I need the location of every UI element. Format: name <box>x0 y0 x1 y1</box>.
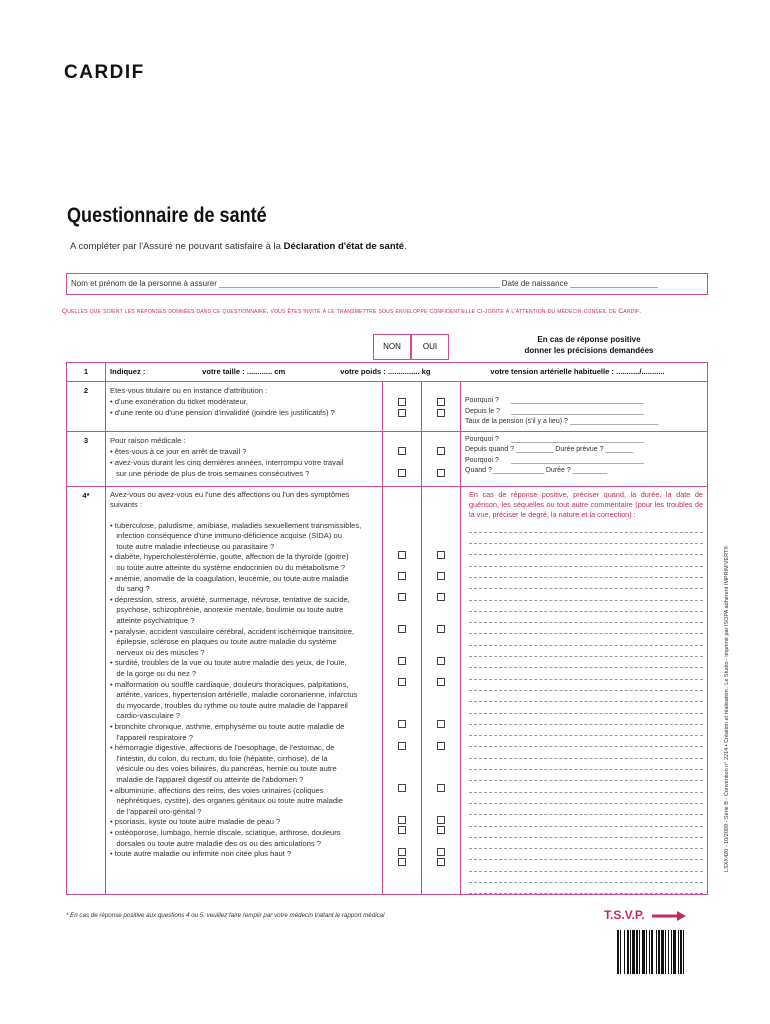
questionnaire-table <box>66 362 708 895</box>
checkbox-non[interactable] <box>398 551 406 559</box>
footnote: * En cas de réponse positive aux questions 4 ou 5, veuillez faire remplir par votre médecin traitant le rapport médical <box>66 912 385 919</box>
subtitle: A compléter par l'Assuré ne pouvant satisfaire à la Déclaration d'état de santé. <box>70 241 407 252</box>
checkbox-oui[interactable] <box>437 720 445 728</box>
checkbox-oui[interactable] <box>437 398 445 406</box>
checkbox-non[interactable] <box>398 858 406 866</box>
details-line-field[interactable] <box>469 578 703 589</box>
question-number: 4* <box>67 486 106 895</box>
details-line-field[interactable] <box>469 612 703 623</box>
checkbox-oui[interactable] <box>437 447 445 455</box>
question-number: 2 <box>67 382 106 432</box>
checkbox-non[interactable] <box>398 469 406 477</box>
checkbox-non[interactable] <box>398 784 406 792</box>
subtitle-text: A compléter par l'Assuré ne pouvant satisfaire à la <box>70 241 281 252</box>
question-line: • surdité, troubles de la vue ou toute autre maladie des yeux, de l'ouïe, <box>110 658 347 668</box>
barcode-bar <box>668 930 669 974</box>
indiquez-label: Indiquez : <box>110 367 146 376</box>
barcode-bar <box>642 930 645 974</box>
question-4-instructions: En cas de réponse positive, préciser quand, la durée, la date de guérison, les séquelles ou tout autre commentaire (pour les troubles de la vue, préciser le degré, la nature et la correction) : <box>469 489 703 519</box>
question-line: cardio-vasculaire ? <box>110 711 181 721</box>
question-line: • anémie, anomalie de la coagulation, leucémie, ou toute autre maladie <box>110 573 349 583</box>
checkbox-oui[interactable] <box>437 826 445 834</box>
question-4-row <box>67 486 708 895</box>
details-line-field[interactable] <box>469 872 703 883</box>
details-line-field[interactable] <box>469 849 703 860</box>
question-line: Pour raison médicale : <box>110 435 186 445</box>
print-credits: LSXX420 - 10/2009 - Série B - Convention n° 2214 • Création et réalisation : Le Studio - imprimé par ISOPA adhérent IMPRIM'VERT® <box>724 545 730 872</box>
question-line: toute autre maladie infectieuse ou parasitaire ? <box>110 541 275 551</box>
barcode-bar <box>665 930 666 974</box>
q4-list <box>110 521 378 860</box>
non-column <box>383 382 422 432</box>
barcode-bar <box>673 930 676 974</box>
cardif-logo: CARDIF <box>64 62 145 83</box>
checkbox-oui[interactable] <box>437 816 445 824</box>
question-line: • ostéoporose, lumbago, hernie discale, sciatique, arthrose, douleurs <box>110 827 341 837</box>
details-field[interactable]: _______________________________________ <box>511 435 644 443</box>
oui-column <box>422 431 461 486</box>
question-line: • hémorragie digestive, affections de l'oesophage, de l'estomac, de <box>110 743 335 753</box>
question-3-row <box>67 431 708 486</box>
question-line: atteinte psychiatrique ? <box>110 616 195 626</box>
details-line-field[interactable] <box>469 657 703 668</box>
question-line: • d'une exonération du ticket modérateur, <box>110 397 248 406</box>
barcode-bar <box>671 930 672 974</box>
question-line: psychose, schizophrénie, anorexie mentale, boulimie ou toute autre <box>110 605 344 615</box>
question-line: sur une période de plus de trois semaines consécutives ? <box>116 468 310 478</box>
checkbox-non[interactable] <box>398 593 406 601</box>
checkbox-oui[interactable] <box>437 409 445 417</box>
question-line: Etes-vous titulaire ou en instance d'attribution : <box>110 386 268 395</box>
birth-label: Date de naissance <box>501 279 568 288</box>
details-line-field[interactable] <box>469 860 703 871</box>
question-line: • tuberculose, paludisme, amibiase, maladies sexuellement transmissibles, <box>110 520 362 530</box>
question-number: 3 <box>67 431 106 486</box>
barcode-bar <box>646 930 647 974</box>
checkbox-non[interactable] <box>398 398 406 406</box>
barcode-bar <box>651 930 653 974</box>
question-line: vésicule ou des voies biliaires, du pancréas, hernie ou toute autre <box>110 764 337 774</box>
question-line: suivants : <box>110 500 143 510</box>
question-line: du sang ? <box>110 584 150 594</box>
question-line: • dépression, stress, anxiété, surmenage, névrose, tentative de suicide, <box>110 594 350 604</box>
question-line: dorsales ou toute autre maladie des os ou des articulations ? <box>110 838 322 848</box>
question-3 <box>106 431 383 486</box>
details-line-field[interactable] <box>469 770 703 781</box>
question-line: • d'une rente ou d'une pension d'invalidité (joindre les justificatifs) ? <box>110 408 335 417</box>
confidential-notice: Quelles que soient les réponses données dans ce questionnaire, vous êtes invité à le transmettre sous enveloppe confidentielle ci-jointe à l'attention du médecin conseil de Cardif. <box>62 308 642 315</box>
barcode-bar <box>661 930 664 974</box>
checkbox-non[interactable] <box>398 678 406 686</box>
barcode-bar <box>649 930 650 974</box>
details-line-field[interactable] <box>469 555 703 566</box>
checkbox-oui[interactable] <box>437 784 445 792</box>
details-field[interactable]: _______________________________________ <box>511 397 644 404</box>
checkbox-non[interactable] <box>398 816 406 824</box>
question-line: de l'appareil uro-génital ? <box>110 806 202 816</box>
details-field[interactable]: _______________________________________ <box>511 456 644 464</box>
details-field[interactable]: __________ <box>572 467 607 474</box>
subtitle-bold: Déclaration d'état de santé <box>283 241 405 252</box>
checkbox-non[interactable] <box>398 409 406 417</box>
details-line-field[interactable] <box>469 725 703 736</box>
details-line-field[interactable] <box>469 838 703 849</box>
checkbox-non[interactable] <box>398 447 406 455</box>
question-line: épilepsie, sclérose en plaques ou toute autre maladie du système <box>110 637 337 647</box>
details-line-field[interactable] <box>469 804 703 815</box>
tsvp-label <box>604 908 686 922</box>
page-title: Questionnaire de santé <box>67 204 267 227</box>
barcode-bar <box>678 930 679 974</box>
details-line-field[interactable] <box>469 623 703 634</box>
question-number: 1 <box>67 363 106 382</box>
non-column <box>383 431 422 486</box>
question-line: • êtes-vous à ce jour en arrêt de travail ? <box>110 446 247 456</box>
question-line: • albuminurie, affections des reins, des voies urinaires (coliques <box>110 785 324 795</box>
details-line-field[interactable] <box>469 567 703 578</box>
question-3-details: Pourquoi ? _______________________________________ Depuis quand ? ___________ Durée prévue ? ________ Pourquoi ? _______________________________________ Quand ?_______________ Durée ? __________ <box>461 431 708 486</box>
details-field[interactable]: ________ <box>605 446 633 453</box>
checkbox-non[interactable] <box>398 848 406 856</box>
question-line: • avez-vous durant les cinq dernières années, interrompu votre travail <box>110 457 344 467</box>
barcode-bar <box>656 930 657 974</box>
question-2 <box>106 382 383 432</box>
header-details-line2: donner les précisions demandées <box>524 346 654 355</box>
details-line-field[interactable] <box>469 736 703 747</box>
details-line-field[interactable] <box>469 827 703 838</box>
tsvp-text: T.S.V.P. <box>604 908 645 922</box>
checkbox-non[interactable] <box>398 572 406 580</box>
question-line: néphrétiques, cystite), des organes génitaux ou toute autre maladie <box>110 796 344 806</box>
barcode-bar <box>620 930 621 974</box>
details-line-field[interactable] <box>469 533 703 544</box>
details-line-field[interactable] <box>469 680 703 691</box>
checkbox-oui[interactable] <box>437 678 445 686</box>
barcode-bar <box>630 930 631 974</box>
checkbox-oui[interactable] <box>437 625 445 633</box>
barcode-bar <box>636 930 638 974</box>
question-line: maladie de l'appareil digestif ou atteinte de l'abdomen ? <box>110 774 304 784</box>
height-field[interactable]: votre taille : ............ cm <box>202 367 286 376</box>
question-line: ou toute autre atteinte du système endocrinien ou du métabolisme ? <box>110 563 346 573</box>
checkbox-non[interactable] <box>398 657 406 665</box>
details-line-field[interactable] <box>469 522 703 533</box>
barcode-bar <box>683 930 684 974</box>
header-details-line1: En cas de réponse positive <box>537 335 641 344</box>
question-1 <box>106 363 708 382</box>
barcode-bar <box>680 930 682 974</box>
barcode-bar <box>632 930 635 974</box>
checkbox-oui[interactable] <box>437 657 445 665</box>
question-line: • psoriasis, kyste ou toute autre maladie de peau ? <box>110 817 281 827</box>
details-line-field[interactable] <box>469 793 703 804</box>
question-line: • toute autre maladie ou infirmité non citée plus haut ? <box>110 849 292 859</box>
question-line: Avez-vous ou avez-vous eu l'une des affections ou l'un des symptômes <box>110 489 350 499</box>
details-line-field[interactable] <box>469 883 703 894</box>
question-1-row <box>67 363 708 382</box>
name-label: Nom et prénom de la personne à assurer <box>71 279 217 288</box>
checkbox-oui[interactable] <box>437 551 445 559</box>
question-line: de la gorge ou du nez ? <box>110 669 197 678</box>
question-4 <box>106 486 383 895</box>
details-line-field[interactable] <box>469 646 703 657</box>
checkbox-non[interactable] <box>398 742 406 750</box>
question-line: • paralysie, accident vasculaire cérébral, accident ischémique transitoire, <box>110 626 355 636</box>
details-line-field[interactable] <box>469 589 703 600</box>
checkbox-oui[interactable] <box>437 742 445 750</box>
barcode-bar <box>617 930 619 974</box>
details-line-field[interactable] <box>469 747 703 758</box>
oui-column <box>422 382 461 432</box>
details-line-field[interactable] <box>469 714 703 725</box>
header-non: NON <box>373 334 411 360</box>
barcode-bar <box>658 930 660 974</box>
header-oui: OUI <box>411 334 449 360</box>
barcode-bar <box>624 930 625 974</box>
identity-box <box>66 273 708 295</box>
details-line-field[interactable] <box>469 702 703 713</box>
arrow-right-icon <box>652 911 686 921</box>
checkbox-oui[interactable] <box>437 593 445 601</box>
question-line: • malformation ou souffle cardiaque, douleurs thoraciques, palpitations, <box>110 679 349 689</box>
details-line-field[interactable] <box>469 601 703 612</box>
weight-field[interactable]: votre poids : ............... kg <box>340 367 431 376</box>
barcode <box>617 930 705 974</box>
question-line: • bronchite chronique, asthme, emphysème ou toute autre maladie de <box>110 721 345 731</box>
question-2-details: Pourquoi ? _______________________________________ Depuis le ? _______________________________________ Taux de la pension (s'il y a lieu) ? __________________________ <box>461 382 708 432</box>
details-line-field[interactable] <box>469 691 703 702</box>
question-line: l'intestin, du colon, du rectum, du foie (hépatite, cirrhose), de la <box>110 753 328 763</box>
checkbox-non[interactable] <box>398 826 406 834</box>
details-field[interactable]: __________________________ <box>569 418 659 425</box>
details-line-field[interactable] <box>469 759 703 770</box>
barcode-bar <box>627 930 629 974</box>
oui-column <box>422 486 461 895</box>
name-field[interactable]: _______________________________________________________________________ <box>219 279 500 288</box>
checkbox-oui[interactable] <box>437 848 445 856</box>
details-line-field[interactable] <box>469 781 703 792</box>
question-line: l'appareil respiratoire ? <box>110 732 193 742</box>
checkbox-non[interactable] <box>398 625 406 633</box>
question-line: artérite, varices, hypertension artérielle, maladie coronarienne, infarctus <box>110 690 358 700</box>
checkbox-oui[interactable] <box>437 469 445 477</box>
question-4-details <box>461 486 708 895</box>
question-line: du myocarde, troubles du rythme ou toute autre maladie de l'appareil <box>110 700 348 710</box>
details-line-field[interactable] <box>469 634 703 645</box>
question-line: nerveux ou des muscles ? <box>110 647 205 657</box>
question-line: infection conséquence d'une immuno-déficience acquise (SIDA) ou <box>110 531 342 541</box>
non-column <box>383 486 422 895</box>
barcode-bar <box>639 930 640 974</box>
details-field[interactable]: _______________________________________ <box>511 407 644 415</box>
details-field[interactable]: _______________ <box>493 467 544 474</box>
birth-date-field[interactable]: ______________________ <box>570 279 658 288</box>
header-details <box>470 334 708 356</box>
details-line-field[interactable] <box>469 668 703 679</box>
checkbox-oui[interactable] <box>437 572 445 580</box>
details-field[interactable]: ___________ <box>516 446 554 453</box>
checkbox-oui[interactable] <box>437 858 445 866</box>
question-2-row <box>67 382 708 432</box>
details-line-field[interactable] <box>469 544 703 555</box>
details-line-field[interactable] <box>469 815 703 826</box>
checkbox-non[interactable] <box>398 720 406 728</box>
question-line: • diabète, hypercholestérolémie, goutte, affection de la thyroïde (goitre) <box>110 552 349 562</box>
blood-pressure-field[interactable]: votre tension artérielle habituelle : .........../........... <box>490 367 665 376</box>
